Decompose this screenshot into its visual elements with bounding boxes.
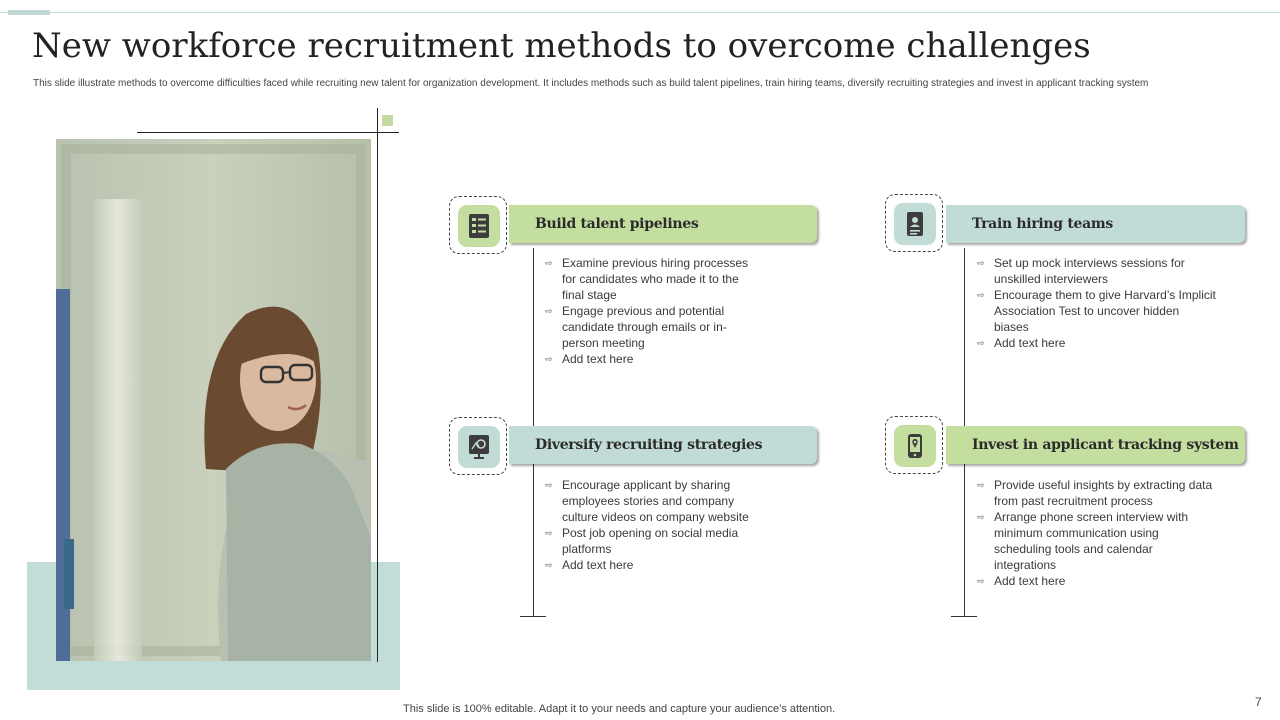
list-item: ⇨ Add text here [545,557,760,573]
page-number: 7 [1255,695,1262,709]
photo-frame-corner-square [382,115,393,126]
train-hiring-teams-bullets [977,255,1217,351]
list-item: ⇨ Examine previous hiring processes for candidates who made it to the final stage [545,255,750,303]
photo-woman-presenting [56,139,371,661]
mobile-location-icon [894,425,936,467]
diversify-recruiting-title: Diversify recruiting strategies [535,437,763,453]
list-item: ⇨ Add text here [977,335,1217,351]
train-hiring-teams-title: Train hiring teams [972,216,1113,232]
photo-frame-top-line [137,132,399,133]
list-item: ⇨ Provide useful insights by extracting data from past recruitment process [977,477,1217,509]
id-card-icon [894,203,936,245]
footer-note: This slide is 100% editable. Adapt it to your needs and capture your audience’s attention. [403,703,836,715]
checklist-board-icon [458,205,500,247]
diversify-recruiting-icon-frame [449,417,507,475]
strategy-board-icon [458,426,500,468]
list-item: ⇨ Arrange phone screen interview with minimum communication using scheduling tools and calendar integrations [977,509,1217,573]
list-item: ⇨ Encourage them to give Harvard’s Implicit Association Test to uncover hidden biases [977,287,1217,335]
list-item: ⇨ Set up mock interviews sessions for unskilled interviewers [977,255,1217,287]
build-talent-pipelines-title: Build talent pipelines [535,216,699,232]
build-talent-pipelines-icon-frame [449,196,507,254]
top-rule [0,12,1280,13]
applicant-tracking-title: Invest in applicant tracking system [972,437,1239,453]
build-talent-pipelines-bullets [545,255,750,367]
top-accent-bar [8,10,50,15]
train-hiring-teams-icon-frame [885,194,943,252]
diversify-recruiting-header [509,426,817,464]
list-item: ⇨ Encourage applicant by sharing employees stories and company culture videos on company website [545,477,760,525]
applicant-tracking-bullets [977,477,1217,589]
list-item: ⇨ Engage previous and potential candidate through emails or in-person meeting [545,303,750,351]
diversify-recruiting-bullets [545,477,760,573]
left-column-connector-end [520,616,546,617]
list-item: ⇨ Add text here [977,573,1217,589]
photo-frame-right-line [377,108,378,662]
list-item: ⇨ Post job opening on social media platforms [545,525,760,557]
list-item: ⇨ Add text here [545,351,750,367]
right-column-connector-end [951,616,977,617]
slide-title: New workforce recruitment methods to overcome challenges [32,26,1091,66]
applicant-tracking-icon-frame [885,416,943,474]
train-hiring-teams-header [946,205,1245,243]
slide-subtitle: This slide illustrate methods to overcome difficulties faced while recruiting new talent for organization development. It includes methods such as build talent pipelines, train hiring teams, diversify recruiting strategies and invest in applicant tracking system [33,78,1149,89]
applicant-tracking-header [946,426,1245,464]
build-talent-pipelines-header [509,205,817,243]
